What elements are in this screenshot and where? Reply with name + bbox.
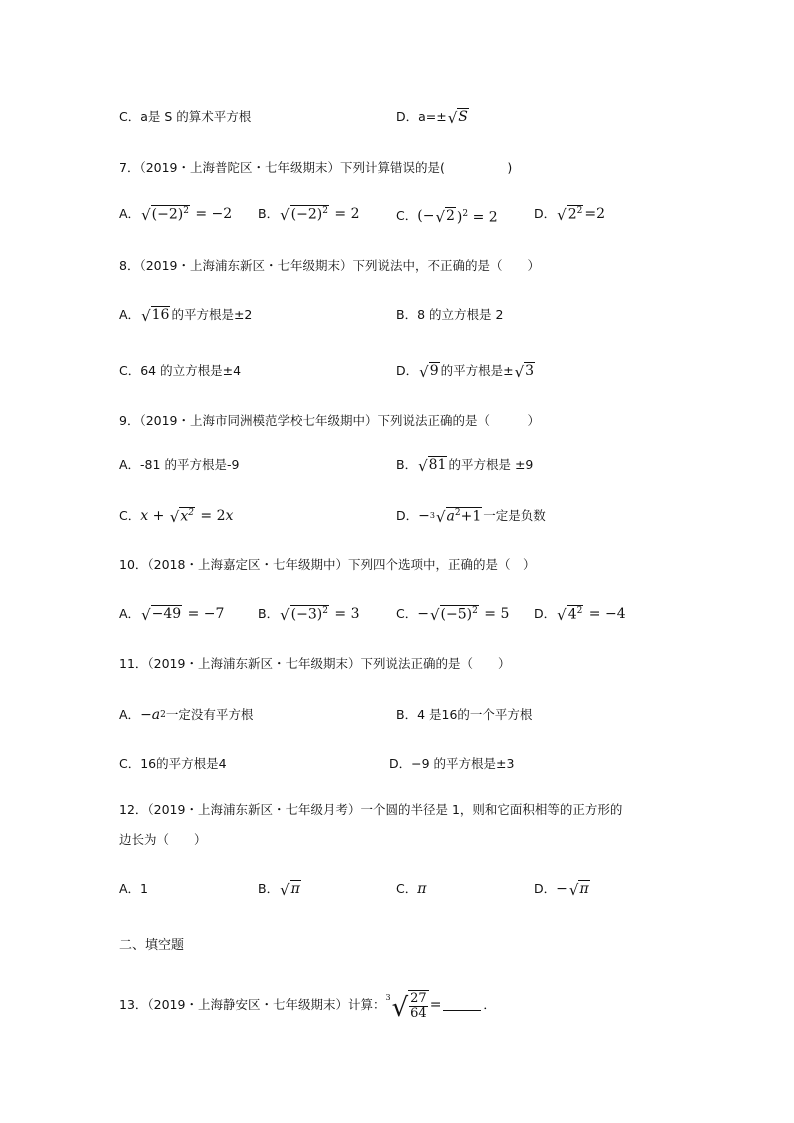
q6-option-c: C．a是 S 的算术平方根 bbox=[119, 109, 252, 124]
q13-cube-root: √ $\frac{27}{64}$ bbox=[391, 990, 427, 1023]
sqrt-s: √ S bbox=[447, 108, 468, 127]
q10-option-b: B． √ $(-3)^2$ = 3 bbox=[258, 606, 360, 625]
q7-option-b: B． √ $(-2)^2$ = 2 bbox=[258, 206, 360, 225]
q12-option-b: B． √ π bbox=[258, 880, 300, 899]
q6-option-d: D．a=± √ S bbox=[396, 108, 468, 127]
q8-option-c: C．64 的立方根是±4 bbox=[119, 363, 242, 378]
section-heading-fill-in: 二、填空题 bbox=[119, 938, 185, 953]
q10-option-a: A． √ −49 = −7 bbox=[119, 605, 225, 624]
q12-option-d: D． − √ π bbox=[534, 880, 589, 899]
q11-option-d: D．−9 的平方根是±3 bbox=[389, 756, 515, 771]
q7-option-c: C． (− √ 2 )$^2$ = 2 bbox=[396, 207, 498, 226]
q11-option-a: A． − a 2 一定没有平方根 bbox=[119, 707, 254, 723]
q12-option-a: A．1 bbox=[119, 881, 149, 896]
q7-option-a: A． √ $(-2)^2$ = −2 bbox=[119, 206, 233, 225]
q12-stem-line1: 12．（2019・上海浦东新区・七年级月考）一个圆的半径是 1，则和它面积相等的正方形的 bbox=[119, 802, 623, 817]
q13-stem: 13．（2019・上海静安区・七年级期末）计算： bbox=[119, 997, 386, 1012]
q9-option-d: D． − 3 √ $a^2+1$ 一定是负数 bbox=[396, 508, 546, 527]
q9-option-b: B． √ 81 的平方根是 ±9 bbox=[396, 456, 534, 475]
q8-stem: 8．（2019・上海浦东新区・七年级期末）下列说法中，不正确的是（ ） bbox=[119, 258, 541, 273]
q11-option-c: C．16的平方根是4 bbox=[119, 756, 227, 771]
q11-option-b: B．4 是16的一个平方根 bbox=[396, 707, 533, 722]
q13-answer-blank[interactable] bbox=[443, 1000, 481, 1011]
q8-option-a: A． √ 16 的平方根是±2 bbox=[119, 306, 253, 325]
q12-option-c: C． π bbox=[396, 881, 427, 897]
q7-option-d: D． √ $2^2$ =2 bbox=[534, 206, 605, 225]
q9-option-a: A．-81 的平方根是-9 bbox=[119, 457, 240, 472]
q13: 13．（2019・上海静安区・七年级期末）计算： 3 √ $\frac{27}{64}$ = ． bbox=[119, 990, 496, 1023]
q8-option-b: B．8 的立方根是 2 bbox=[396, 307, 504, 322]
q11-stem: 11．（2019・上海浦东新区・七年级期末）下列说法正确的是（ ） bbox=[119, 656, 511, 671]
q10-option-d: D． √ $4^2$ = −4 bbox=[534, 606, 626, 625]
q8-option-d: D． √ 9 的平方根是± √ 3 bbox=[396, 362, 535, 381]
q9-stem: 9．（2019・上海市同洲模范学校七年级期中）下列说法正确的是（ ） bbox=[119, 413, 541, 428]
q10-option-c: C． − √ $(-5)^2$ = 5 bbox=[396, 606, 510, 625]
q9-option-c: C． x + √ $x^2$ = 2 x bbox=[119, 508, 234, 527]
q7-stem: 7．（2019・上海普陀区・七年级期末）下列计算错误的是( ) bbox=[119, 160, 513, 175]
q10-stem: 10．（2018・上海嘉定区・七年级期中）下列四个选项中，正确的是（ ） bbox=[119, 557, 536, 572]
q12-stem-line2: 边长为（ ） bbox=[119, 832, 207, 847]
